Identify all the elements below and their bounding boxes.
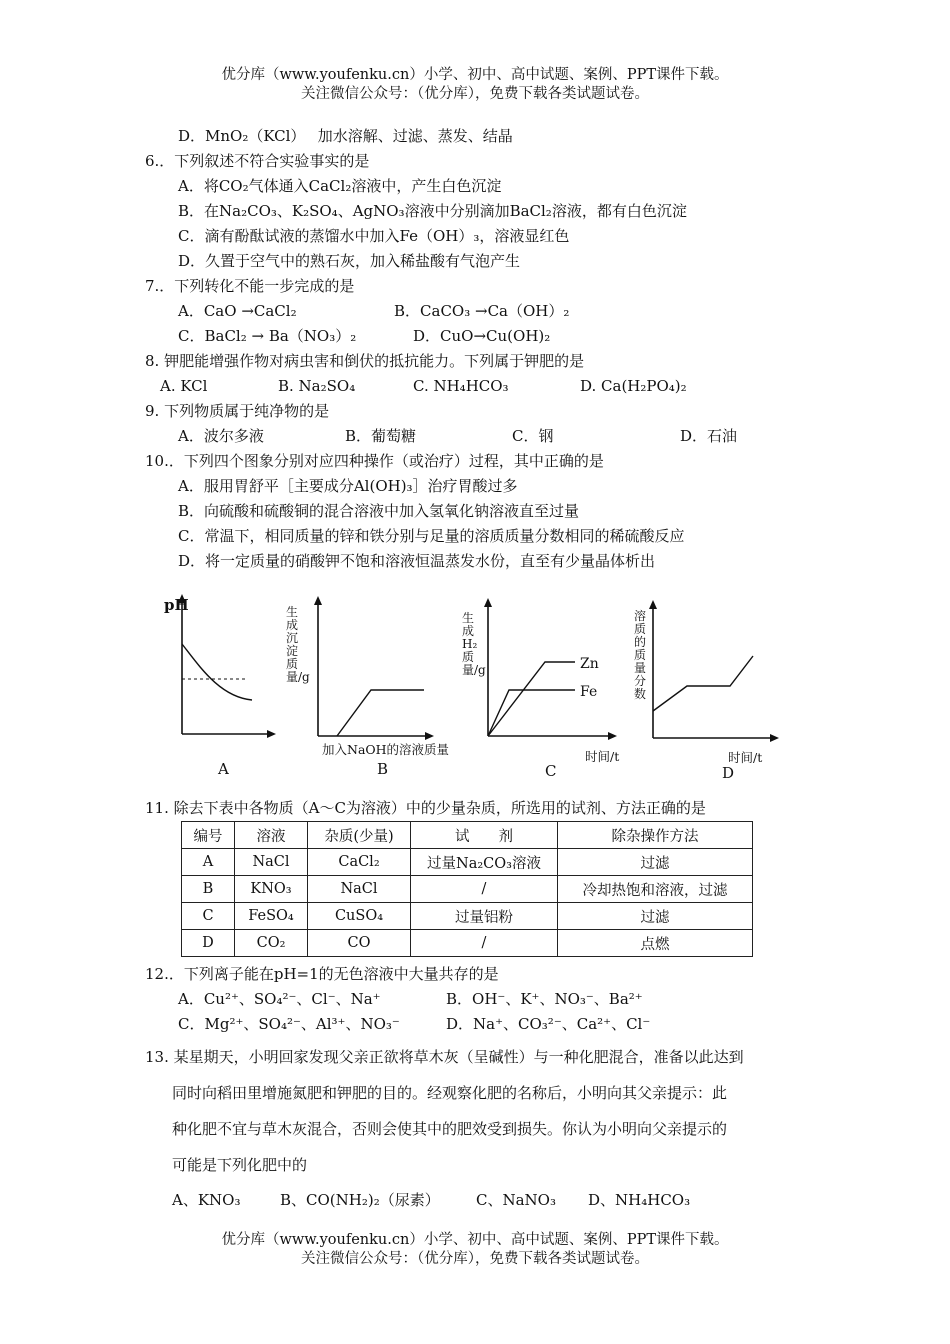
q8-option-d: D. Ca(H₂PO₄)₂ xyxy=(580,377,687,395)
q11-table-header-row xyxy=(182,822,753,849)
table-cell: CaCl₂ xyxy=(308,849,411,876)
table-cell: KNO₃ xyxy=(235,876,308,903)
graph-c-line-zn xyxy=(488,662,575,736)
graph-b-xlabel: 加入NaOH的溶液质量 xyxy=(322,742,450,757)
q11-header-cell: 溶液 xyxy=(235,822,308,849)
q12-option-c: C．Mg²⁺、SO₄²⁻、Al³⁺、NO₃⁻ xyxy=(178,1015,400,1033)
table-row xyxy=(182,876,753,903)
table-cell: / xyxy=(411,876,558,903)
table-cell: 过滤 xyxy=(558,849,753,876)
q12-option-a: A．Cu²⁺、SO₄²⁻、Cl⁻、Na⁺ xyxy=(178,990,381,1008)
graph-a-caption: A xyxy=(218,760,229,778)
table-row xyxy=(182,903,753,930)
table-cell: 过滤 xyxy=(558,903,753,930)
q7-option-c: C．BaCl₂ → Ba（NO₃）₂ xyxy=(178,327,357,345)
graph-d-line xyxy=(653,656,753,711)
graph-c-ylabel: 生成H₂质量/g xyxy=(462,611,486,677)
q10-option-b: B．向硫酸和硫酸铜的混合溶液中加入氢氧化钠溶液直至过量 xyxy=(178,502,580,520)
q8-option-b: B. Na₂SO₄ xyxy=(278,377,356,395)
q7-option-a: A．CaO →CaCl₂ xyxy=(178,302,297,320)
graph-c-caption: C xyxy=(545,762,557,780)
q10-option-c: C．常温下，相同质量的锌和铁分别与足量的溶质质量分数相同的稀硫酸反应 xyxy=(178,527,685,545)
table-cell: CuSO₄ xyxy=(308,903,411,930)
graph-c-fe-label: Fe xyxy=(580,684,598,700)
graph-c xyxy=(475,596,625,746)
q5-option-d: D．MnO₂（KCl） 加水溶解、过滤、蒸发、结晶 xyxy=(178,127,513,145)
graph-c-line-fe xyxy=(488,690,575,736)
graph-a xyxy=(160,592,280,782)
q6-option-a: A．将CO₂气体通入CaCl₂溶液中，产生白色沉淀 xyxy=(178,177,502,195)
q6-option-b: B．在Na₂CO₃、K₂SO₄、AgNO₃溶液中分别滴加BaCl₂溶液，都有白色沉淀 xyxy=(178,202,687,220)
q7-stem: 7.．下列转化不能一步完成的是 xyxy=(145,277,355,295)
q9-stem: 9. 下列物质属于纯净物的是 xyxy=(145,402,330,420)
graph-b-caption: B xyxy=(377,760,389,778)
graph-b-line xyxy=(337,690,424,736)
q11-stem: 11. 除去下表中各物质（A～C为溶液）中的少量杂质，所选用的试剂、方法正确的是 xyxy=(145,799,706,817)
graph-c-y-arrow xyxy=(484,598,492,607)
page-header-line2: 关注微信公众号：（优分库），免费下载各类试题试卷。 xyxy=(301,86,649,102)
q8-stem: 8. 钾肥能增强作物对病虫害和倒伏的抵抗能力。下列属于钾肥的是 xyxy=(145,352,585,370)
q13-line1: 13. 某星期天，小明回家发现父亲正欲将草木灰（呈碱性）与一种化肥混合，准备以此达到 xyxy=(145,1048,744,1066)
q8-option-a: A. KCl xyxy=(160,377,208,395)
table-cell: / xyxy=(411,930,558,957)
table-cell: NaCl xyxy=(235,849,308,876)
table-cell: D xyxy=(182,930,235,957)
table-cell: C xyxy=(182,903,235,930)
graph-c-xlabel: 时间/t xyxy=(585,749,620,764)
q8-option-c: C. NH₄HCO₃ xyxy=(413,377,509,395)
graph-a-curve xyxy=(182,644,252,700)
table-cell: 过量铝粉 xyxy=(411,903,558,930)
q9-option-c: C．钢 xyxy=(512,427,554,445)
table-row xyxy=(182,849,753,876)
q7-option-d: D．CuO→Cu(OH)₂ xyxy=(413,327,551,345)
table-cell: FeSO₄ xyxy=(235,903,308,930)
table-cell: CO xyxy=(308,930,411,957)
q13-option-c: C、NaNO₃ xyxy=(476,1191,556,1209)
q11-header-cell: 杂质(少量) xyxy=(308,822,411,849)
table-cell: 冷却热饱和溶液，过滤 xyxy=(558,876,753,903)
graph-c-x-arrow xyxy=(608,732,617,740)
q7-option-b: B．CaCO₃ →Ca（OH）₂ xyxy=(394,302,570,320)
graph-d-xlabel: 时间/t xyxy=(728,750,763,765)
page-footer-line2: 关注微信公众号：（优分库），免费下载各类试题试卷。 xyxy=(301,1251,649,1267)
graph-b-y-arrow xyxy=(314,596,322,605)
graph-c-zn-label: Zn xyxy=(580,656,599,672)
page-header-line1: 优分库（www.youfenku.cn）小学、初中、高中试题、案例、PPT课件下载。 xyxy=(221,67,729,83)
table-row xyxy=(182,930,753,957)
q9-option-d: D．石油 xyxy=(680,427,738,445)
graph-a-x-arrow xyxy=(267,730,276,738)
q12-stem: 12.．下列离子能在pH=1的无色溶液中大量共存的是 xyxy=(145,965,499,983)
table-cell: B xyxy=(182,876,235,903)
graph-d-x-arrow xyxy=(770,734,779,742)
q6-option-c: C．滴有酚酞试液的蒸馏水中加入Fe（OH）₃，溶液显红色 xyxy=(178,227,570,245)
q13-line3: 种化肥不宜与草木灰混合，否则会使其中的肥效受到损失。你认为小明向父亲提示的 xyxy=(172,1120,728,1138)
graph-d xyxy=(645,596,785,746)
q13-line4: 可能是下列化肥中的 xyxy=(172,1156,308,1174)
q10-stem: 10.．下列四个图象分别对应四种操作（或治疗）过程，其中正确的是 xyxy=(145,452,604,470)
q6-stem: 6.．下列叙述不符合实验事实的是 xyxy=(145,152,370,170)
q10-option-d: D．将一定质量的硝酸钾不饱和溶液恒温蒸发水份，直至有少量晶体析出 xyxy=(178,552,656,570)
q6-option-d: D．久置于空气中的熟石灰，加入稀盐酸有气泡产生 xyxy=(178,252,521,270)
table-cell: A xyxy=(182,849,235,876)
q12-option-d: D．Na⁺、CO₃²⁻、Ca²⁺、Cl⁻ xyxy=(446,1015,651,1033)
graph-b xyxy=(300,592,440,742)
graph-d-ylabel: 溶质的质量分数 xyxy=(634,609,647,701)
graph-a-ylabel: pH xyxy=(164,596,189,614)
q13-option-d: D、NH₄HCO₃ xyxy=(588,1191,691,1209)
graph-b-ylabel: 生成沉淀质量/g xyxy=(286,605,310,684)
q12-option-b: B．OH⁻、K⁺、NO₃⁻、Ba²⁺ xyxy=(446,990,643,1008)
q13-option-b: B、CO(NH₂)₂（尿素） xyxy=(280,1191,440,1209)
q11-header-cell: 试 剂 xyxy=(411,822,558,849)
table-cell: NaCl xyxy=(308,876,411,903)
graph-d-y-arrow xyxy=(649,600,657,609)
q9-option-a: A．波尔多液 xyxy=(178,427,264,445)
graph-b-x-arrow xyxy=(425,732,434,740)
q11-header-cell: 编号 xyxy=(182,822,235,849)
q9-option-b: B．葡萄糖 xyxy=(345,427,417,445)
q11-header-cell: 除杂操作方法 xyxy=(558,822,753,849)
q13-option-a: A、KNO₃ xyxy=(172,1191,241,1209)
table-cell: 过量Na₂CO₃溶液 xyxy=(411,849,558,876)
q10-option-a: A．服用胃舒平［主要成分Al(OH)₃］治疗胃酸过多 xyxy=(178,477,518,495)
q13-line2: 同时向稻田里增施氮肥和钾肥的目的。经观察化肥的名称后，小明向其父亲提示：此 xyxy=(172,1084,728,1102)
table-cell: CO₂ xyxy=(235,930,308,957)
page-footer-line1: 优分库（www.youfenku.cn）小学、初中、高中试题、案例、PPT课件下载。 xyxy=(221,1232,729,1248)
graph-d-caption: D xyxy=(722,764,735,782)
q11-table xyxy=(181,821,753,957)
table-cell: 点燃 xyxy=(558,930,753,957)
